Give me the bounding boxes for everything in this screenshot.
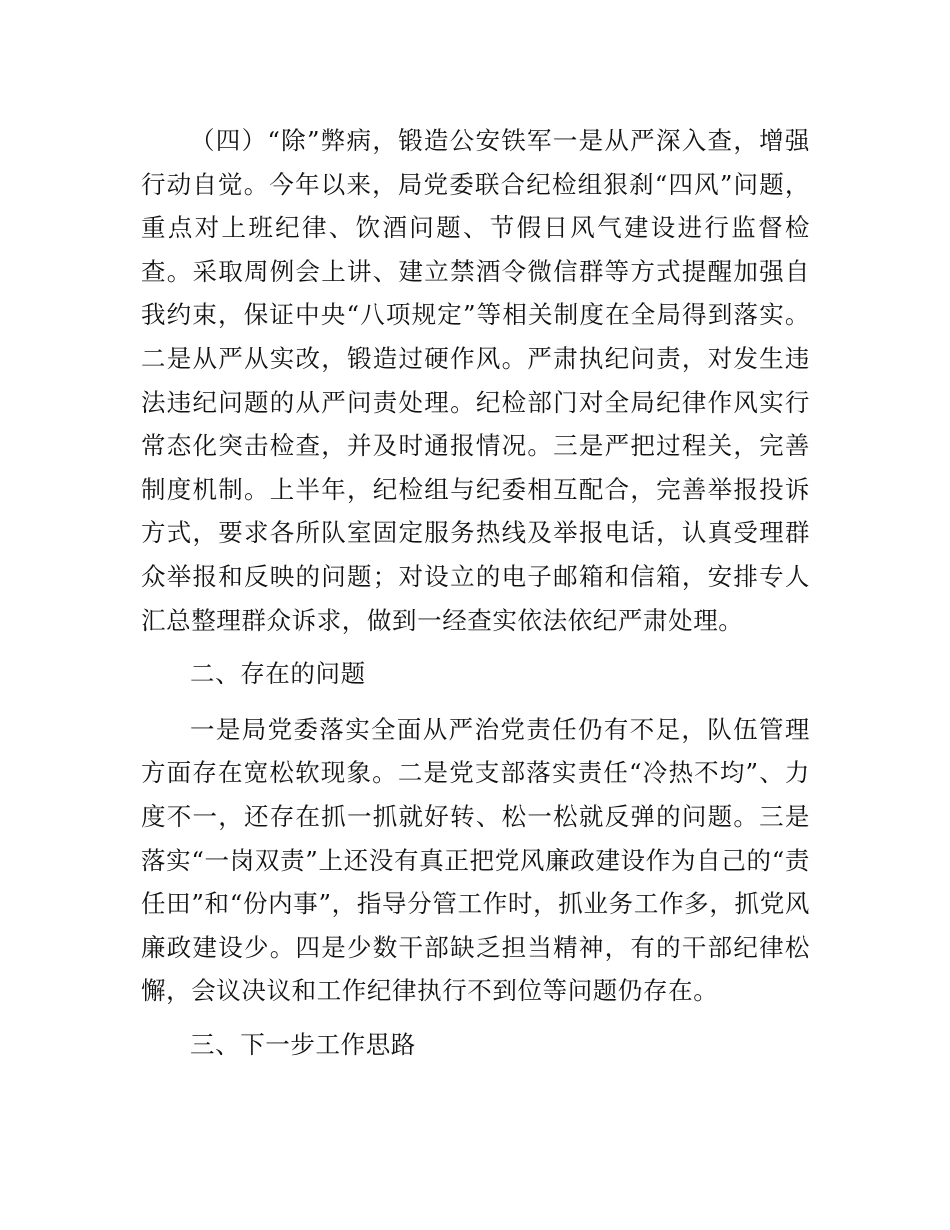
problems-paragraph: 一是局党委落实全面从严治党责任仍有不足，队伍管理方面存在宽松软现象。二是党支部落实责任“冷热不均”、力度不一，还存在抓一抓就好转、松一松就反弹的问题。三是落实“一岗双责”上还没有真正把党风廉政建设作为自己的“责任田”和“份内事”，指导分管工作时，抓业务工作多，抓党风廉政建设少。四是少数干部缺乏担当精神，有的干部纪律松懈，会议决议和工作纪律执行不到位等问题仍存在。: [141, 714, 810, 1006]
heading-next-steps: 三、下一步工作思路: [190, 1029, 416, 1059]
document-body: [141, 119, 810, 1066]
section-four-paragraph: （四）“除”弊病，锻造公安铁军一是从严深入查，增强行动自觉。今年以来，局党委联合纪检组狠刹“四风”问题，重点对上班纪律、饮酒问题、节假日风气建设进行监督检查。采取周例会上讲、建立禁酒令微信群等方式提醒加强自我约束，保证中央“八项规定”等相关制度在全局得到落实。二是从严从实改，锻造过硬作风。严肃执纪问责，对发生违法违纪问题的从严问责处理。纪检部门对全局纪律作风实行常态化突击检查，并及时通报情况。三是严把过程关，完善制度机制。上半年，纪检组与纪委相互配合，完善举报投诉方式，要求各所队室固定服务热线及举报电话，认真受理群众举报和反映的问题；对设立的电子邮箱和信箱，安排专人汇总整理群众诉求，做到一经查实依法依纪严肃处理。: [141, 126, 810, 635]
heading-existing-problems: 二、存在的问题: [190, 659, 366, 689]
